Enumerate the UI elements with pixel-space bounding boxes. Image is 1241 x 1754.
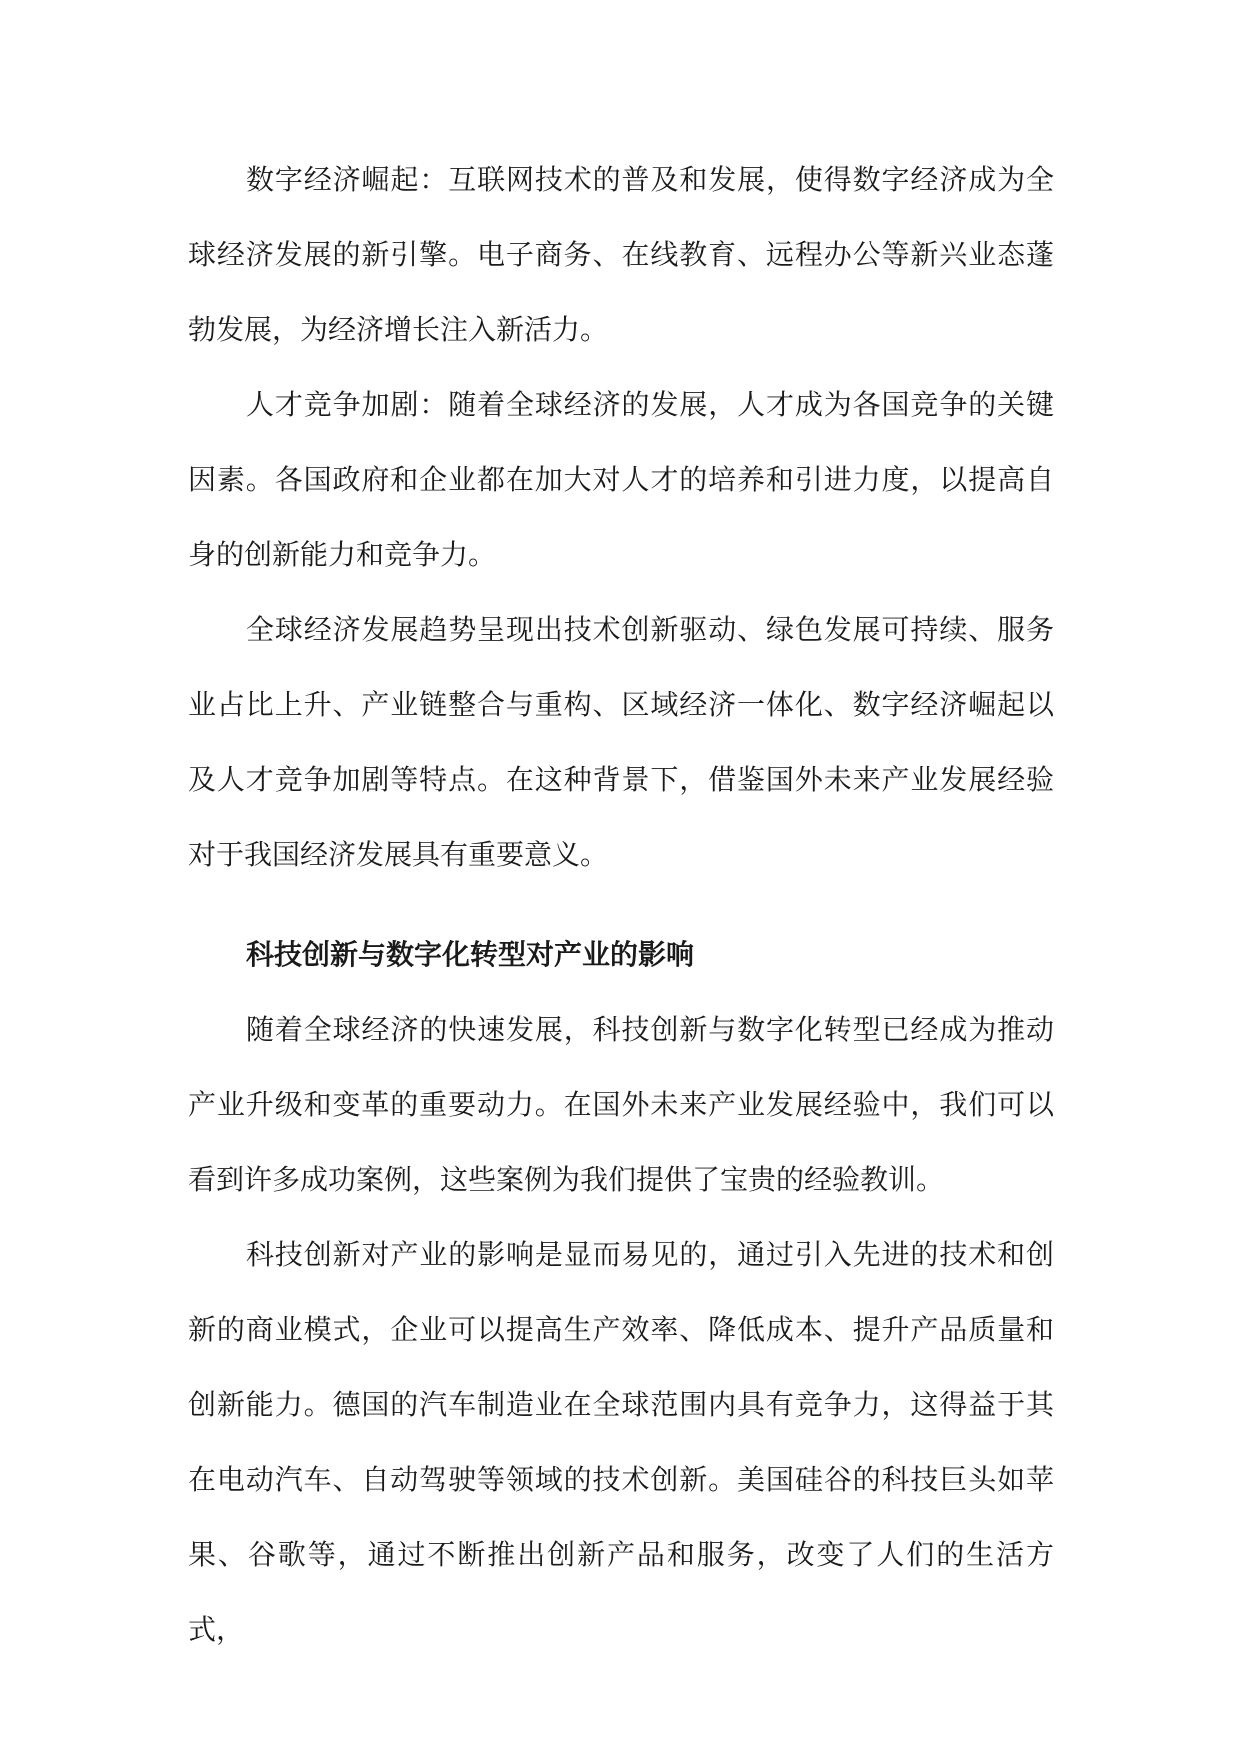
paragraph-innovation-intro: 随着全球经济的快速发展，科技创新与数字化转型已经成为推动产业升级和变革的重要动力。在国外未来产业发展经验中，我们可以看到许多成功案例，这些案例为我们提供了宝贵的经验教训。 — [188, 1013, 1054, 1196]
paragraph-global-trends-summary: 全球经济发展趋势呈现出技术创新驱动、绿色发展可持续、服务业占比上升、产业链整合与重构、区域经济一体化、数字经济崛起以及人才竞争加剧等特点。在这种背景下，借鉴国外未来产业发展经验对于我国经济发展具有重要意义。 — [188, 613, 1054, 871]
paragraph-innovation-impact: 科技创新对产业的影响是显而易见的，通过引入先进的技术和创新的商业模式，企业可以提高生产效率、降低成本、提升产品质量和创新能力。德国的汽车制造业在全球范围内具有竞争力，这得益于其在电动汽车、自动驾驶等领域的技术创新。美国硅谷的科技巨头如苹果、谷歌等，通过不断推出创新产品和服务，改变了人们的生活方式， — [188, 1238, 1054, 1646]
document-body — [188, 142, 1054, 1667]
section-spacer — [188, 892, 1054, 917]
paragraph-talent-competition: 人才竞争加剧：随着全球经济的发展，人才成为各国竞争的关键因素。各国政府和企业都在加大对人才的培养和引进力度，以提高自身的创新能力和竞争力。 — [188, 388, 1054, 571]
section-heading: 科技创新与数字化转型对产业的影响 — [246, 938, 695, 971]
paragraph-digital-economy: 数字经济崛起：互联网技术的普及和发展，使得数字经济成为全球经济发展的新引擎。电子商务、在线教育、远程办公等新兴业态蓬勃发展，为经济增长注入新活力。 — [188, 163, 1054, 346]
